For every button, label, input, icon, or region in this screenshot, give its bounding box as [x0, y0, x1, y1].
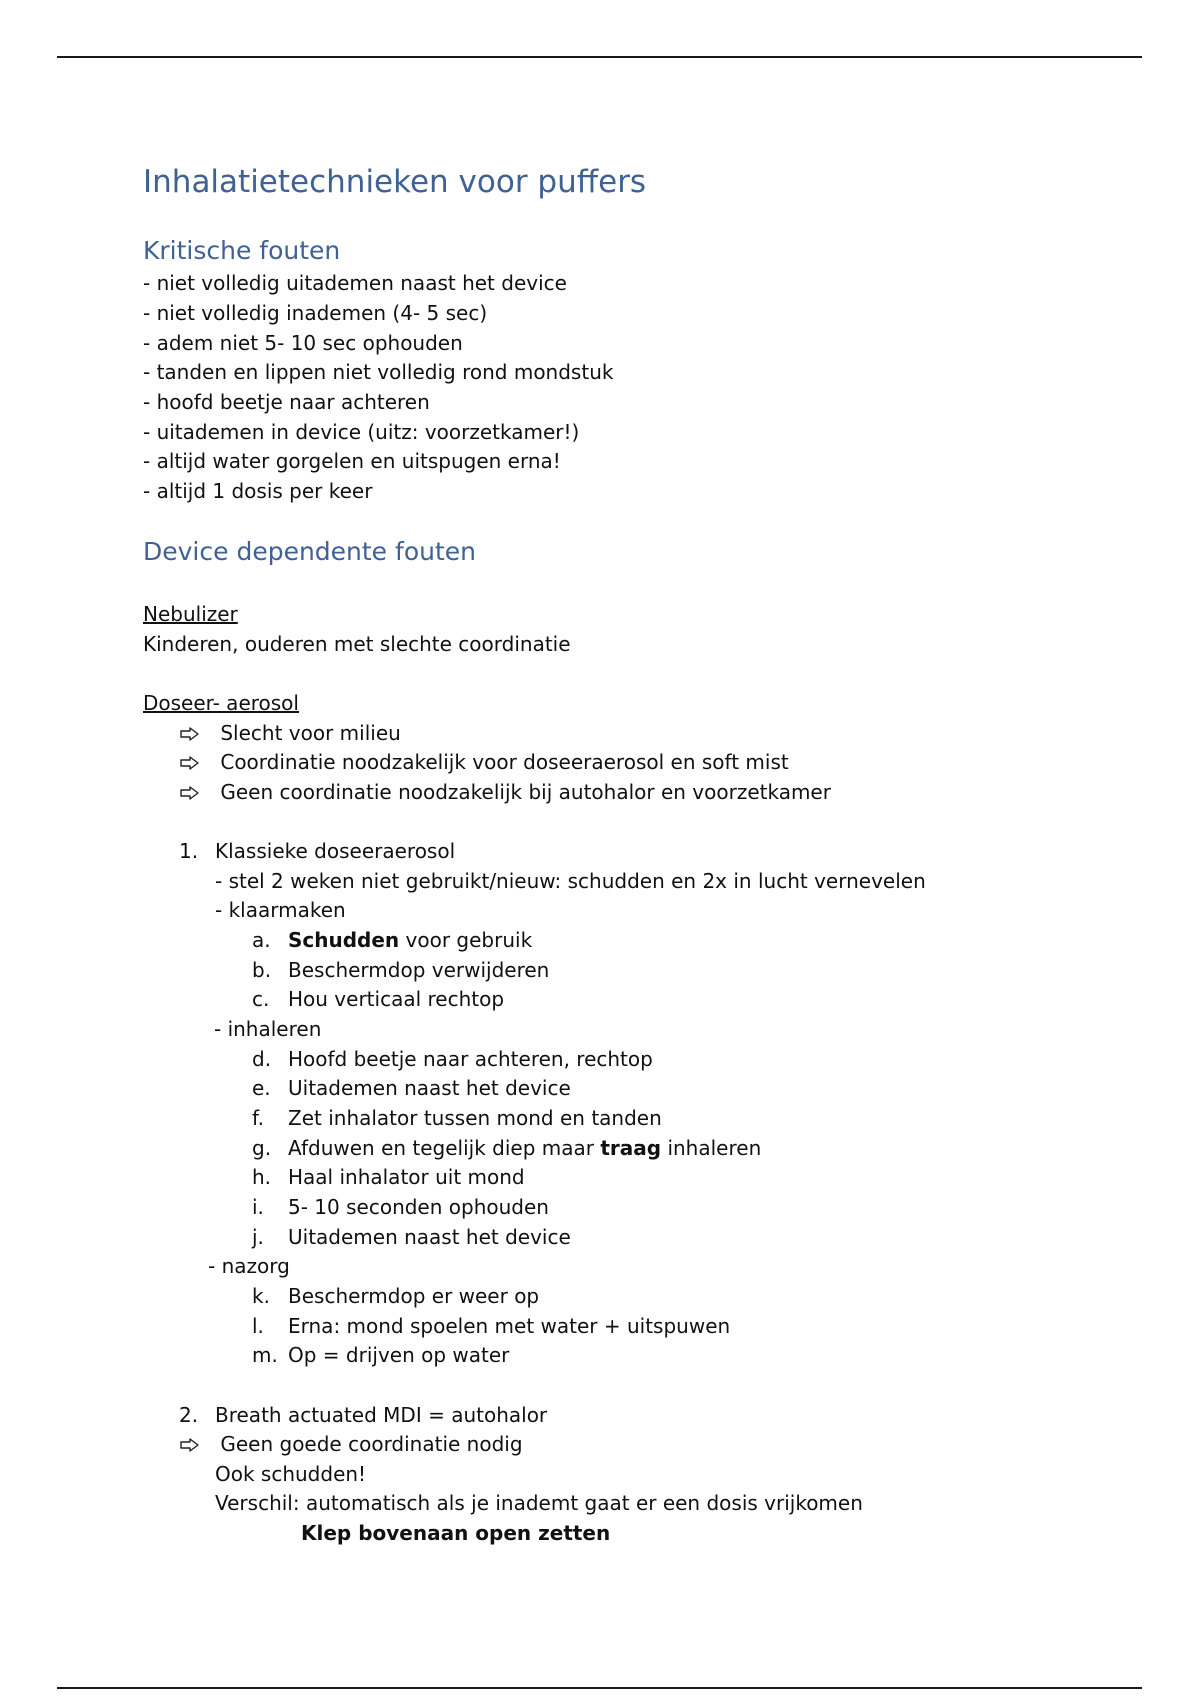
lettered-item	[252, 1073, 571, 1103]
list-item: - altijd 1 dosis per keer	[143, 479, 373, 503]
nebulizer-label: Nebulizer	[143, 602, 238, 626]
lettered-item	[252, 1222, 571, 1252]
item-text: inhaleren	[661, 1136, 762, 1160]
arrow-item-text: Slecht voor milieu	[220, 721, 401, 745]
item-text: Uitademen naast het device	[288, 1225, 571, 1249]
klassiek-note: - stel 2 weken niet gebruikt/nieuw: schudden en 2x in lucht vernevelen	[215, 869, 926, 893]
section-heading-device: Device dependente fouten	[143, 537, 476, 566]
arrow-item	[180, 777, 831, 807]
arrow-item-text: Geen coordinatie noodzakelijk bij autohalor en voorzetkamer	[220, 780, 831, 804]
arrow-item-text: Coordinatie noodzakelijk voor doseeraerosol en soft mist	[220, 750, 789, 774]
item-text: Beschermdop verwijderen	[288, 958, 550, 982]
bold-text: traag	[600, 1136, 662, 1160]
item-text: Beschermdop er weer op	[288, 1284, 540, 1308]
lettered-item	[252, 1133, 761, 1163]
item-number: 1.	[179, 839, 199, 863]
item-text: Hou verticaal rechtop	[288, 987, 505, 1011]
lettered-item	[252, 925, 532, 955]
list-item: - niet volledig inademen (4- 5 sec)	[143, 301, 488, 325]
item-letter: j.	[252, 1225, 264, 1249]
inhaleren-label: - inhaleren	[214, 1017, 322, 1041]
lettered-item	[252, 1162, 525, 1192]
item-letter: d.	[252, 1047, 272, 1071]
list-item: - niet volledig uitademen naast het device	[143, 271, 567, 295]
header-rule	[57, 56, 1142, 58]
klaarmaken-label: - klaarmaken	[215, 898, 346, 922]
list-item: - altijd water gorgelen en uitspugen erna!	[143, 449, 561, 473]
lettered-item	[252, 955, 549, 985]
item-letter: a.	[252, 928, 271, 952]
lettered-item	[252, 1281, 539, 1311]
nebulizer-text: Kinderen, ouderen met slechte coordinatie	[143, 632, 571, 656]
arrow-right-icon	[180, 727, 200, 741]
item-letter: g.	[252, 1136, 272, 1160]
lettered-item	[252, 984, 504, 1014]
lettered-item	[252, 1044, 653, 1074]
item-text: 5- 10 seconden ophouden	[288, 1195, 549, 1219]
item-text: Uitademen naast het device	[288, 1076, 571, 1100]
lettered-item	[252, 1311, 730, 1341]
numbered-item-breath	[179, 1400, 547, 1430]
item-text: voor gebruik	[399, 928, 533, 952]
item-letter: m.	[252, 1343, 278, 1367]
numbered-item-klassiek	[179, 836, 455, 866]
item-letter: c.	[252, 987, 270, 1011]
breath-bold-line: Klep bovenaan open zetten	[301, 1521, 611, 1545]
item-number: 2.	[179, 1403, 199, 1427]
list-item: - hoofd beetje naar achteren	[143, 390, 430, 414]
nazorg-label: - nazorg	[208, 1254, 290, 1278]
item-title: Breath actuated MDI = autohalor	[215, 1403, 548, 1427]
item-letter: h.	[252, 1165, 272, 1189]
arrow-right-icon	[180, 756, 200, 770]
item-text: Erna: mond spoelen met water + uitspuwen	[288, 1314, 731, 1338]
item-text: Hoofd beetje naar achteren, rechtop	[288, 1047, 653, 1071]
bold-text: Schudden	[288, 928, 400, 952]
doseer-label: Doseer- aerosol	[143, 691, 299, 715]
footer-rule	[57, 1687, 1142, 1689]
list-item: - uitademen in device (uitz: voorzetkamer!)	[143, 420, 580, 444]
list-item: - tanden en lippen niet volledig rond mondstuk	[143, 360, 614, 384]
arrow-item	[180, 718, 401, 748]
lettered-item	[252, 1192, 549, 1222]
item-text: Op = drijven op water	[288, 1343, 510, 1367]
item-title: Klassieke doseeraerosol	[215, 839, 456, 863]
item-letter: b.	[252, 958, 272, 982]
section-heading-critical: Kritische fouten	[143, 236, 341, 265]
arrow-right-icon	[180, 786, 200, 800]
page-title: Inhalatietechnieken voor puffers	[143, 164, 647, 200]
arrow-item-text: Geen goede coordinatie nodig	[220, 1432, 523, 1456]
item-letter: i.	[252, 1195, 264, 1219]
item-letter: f.	[252, 1106, 264, 1130]
item-text: Afduwen en tegelijk diep maar	[288, 1136, 601, 1160]
lettered-item	[252, 1340, 509, 1370]
arrow-item	[180, 747, 789, 777]
item-text: Zet inhalator tussen mond en tanden	[288, 1106, 662, 1130]
item-letter: k.	[252, 1284, 270, 1308]
arrow-item	[180, 1429, 523, 1459]
item-letter: l.	[252, 1314, 264, 1338]
arrow-right-icon	[180, 1438, 200, 1452]
list-item: - adem niet 5- 10 sec ophouden	[143, 331, 463, 355]
lettered-item	[252, 1103, 662, 1133]
breath-line: Ook schudden!	[215, 1462, 367, 1486]
breath-line: Verschil: automatisch als je inademt gaat er een dosis vrijkomen	[215, 1491, 863, 1515]
item-letter: e.	[252, 1076, 271, 1100]
item-text: Haal inhalator uit mond	[288, 1165, 525, 1189]
